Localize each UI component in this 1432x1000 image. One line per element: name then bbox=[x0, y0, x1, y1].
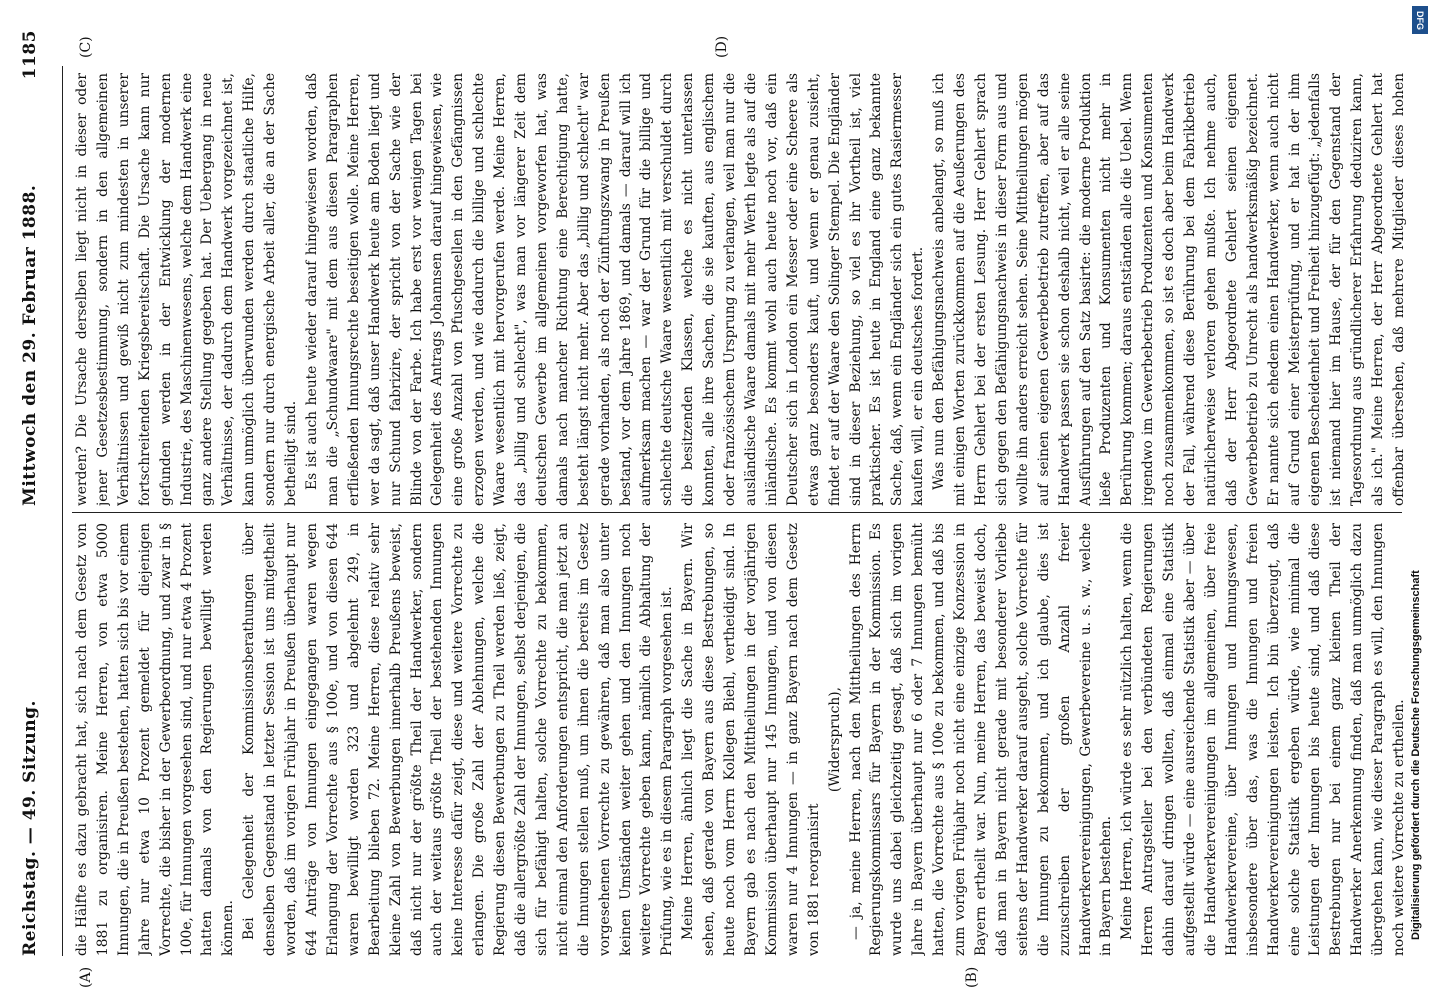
paragraph: Was nun den Befähigungsnachweis anbelangt, so muß ich mit einigen Worten zurückkommen auf die Aeußerungen des Herrn Gehlert bei der ersten Lesung. Herr Gehlert sprach sich gegen den Befähigungsnachweis in dieser Form aus und wollte ihn anders erreicht sehen. Seine Mittheilungen mögen auf seinen eigenen Gewerbebetrieb zutreffen, aber auf das Handwerk passen sie schon deshalb nicht, weil er alle seine Ausführungen auf den Satz basirte: die moderne Produktion ließe Produzenten und Konsumenten nicht mehr in Berührung kommen; daraus entständen alle die Uebel. Wenn irgendwo im Gewerbebetrieb Produzenten und Konsumenten noch zusammenkommen, so ist es doch aber beim Handwerk der Fall, während diese Berührung bei dem Fabrikbetrieb natürlicherweise verloren gehen mußte. Ich nehme auch, daß der Herr Abgeordnete Gehlert seinen eigenen Gewerbebetrieb zu Unrecht als handwerksmäßig bezeichnet. Er nannte sich ehedem einen Handwerker, wenn auch nicht auf Grund einer Meisterprüfung, und er hat in der ihm eigenen Bescheidenheit und Freiheit hinzugefügt: „jedenfalls ist niemand hier im Hause, der für den Gegenstand der Tagesordnung aus gründlicherer Erfahrung deduziren kann, als ich." Meine Herren, der Herr Abgeordnete Gehlert hat offenbar übersehen, daß mehrere Mitglieder dieses hohen bbox=[931, 73, 1408, 506]
paragraph: Meine Herren, ähnlich liegt die Sache in Bayern. Wir sehen, daß gerade von Bayern aus diese Bestrebungen, so heute noch vom Herrn Kollegen Biehl, vertheidigt sind. In Bayern gab es nach den Mittheilungen in der vorjährigen Kommission überhaupt nur 145 Innungen, und von diesen waren nur 4 Innungen — in ganz Bayern nach dem Gesetz von 1881 reorganisirt bbox=[680, 523, 822, 956]
page-number: 1185 bbox=[20, 30, 40, 80]
paragraph: — ja, meine Herren, nach den Mittheilungen des Herrn Regierungskommissars für Bayern in der Kommission. Es wurde uns dabei gleichzeitig gesagt, daß sich im vorigen Jahre in Bayern überhaupt nur 6 oder 7 Innungen bemüht hatten, die Vorrechte aus § 100e zu bekommen, und daß bis zum vorigen Frühjahr noch nicht eine einzige Konzession in Bayern ertheilt war. Nun, meine Herren, das beweist doch, daß man in Bayern nicht gerade mit besonderer Vorliebe seitens der Handwerker darauf ausgeht, solche Vorrechte für die Innungen zu bekommen, und ich glaube, dies ist zuzuschreiben der großen Anzahl freier Handwerkervereinigungen, Gewerbevereine u. s. w., welche in Bayern bestehen. bbox=[847, 523, 1115, 956]
column-divider bbox=[72, 512, 1402, 513]
paragraph: Bei Gelegenheit der Kommissionsberathungen über denselben Gegenstand in letzter Session ist uns mitgetheilt worden, daß im vorigen Frühjahr in Preußen überhaupt nur 644 Anträge von Innungen eingegangen waren wegen Erlangung der Vorrechte aus § 100e, und von diesen 644 waren bewilligt worden 323 und abgelehnt 249, in Bearbeitung blieben 72. Meine Herren, diese relativ sehr kleine Zahl von Bewerbungen innerhalb Preußens beweist, daß nicht nur der größte Theil der Handwerker, sondern auch der weitaus größte Theil der bestehenden Innungen keine Interesse dafür zeigt, diese und weitere Vorrechte zu erlangen. Die große Zahl der Ablehnungen, welche die Regierung diesen Bewerbungen zu Theil werden ließ, zeigt, daß die allergrößte Zahl der Innungen, selbst derjenigen, die sich für befähigt halten, solche Vorrechte zu bekommen, nicht einmal den Anforderungen entspricht, die man jetzt an die Innungen stellen muß, um ihnen die bereits im Gesetz vorgesehenen Vorrechte zu gewähren, daß man also unter keinen Umständen weiter gehen und den Innungen noch weitere Vorrechte geben kann, nämlich die Abhaltung der Prüfung, wie es in diesem Paragraph vorgesehen ist. bbox=[241, 523, 676, 956]
rotated-page-content bbox=[14, 16, 1414, 996]
digitization-credit bbox=[1410, 40, 1430, 940]
margin-marker-d: (D) bbox=[714, 35, 730, 58]
paragraph: Es ist auch heute wieder darauf hingewiesen worden, daß man die „Schundwaare" mit dem aus diesen Paragraphen erfließenden Innungsrechte beseitigen wolle. Meine Herren, wer da sagt, daß unser Handwerk heute am Boden liegt und nur Schund fabrizire, der spricht von der Sache wie der Blinde von der Farbe. Ich habe erst vor wenigen Tagen bei Gelegenheit des Antrags Johannsen darauf hingewiesen, wie eine große Anzahl von Pfuschgesellen in den Gefängnissen erzogen werden, und wie dadurch die billige und schlechte Waare wesentlich mit hervorgerufen werde. Meine Herren, das „billig und schlecht", was man vor längerer Zeit dem deutschen Gewerbe im allgemeinen vorgeworfen hat, was damals nach mancher Richtung eine Berechtigung hatte, besteht längst nicht mehr. Aber das „billig und schlecht" war gerade vorhanden, als noch der Zünftungszwang in Preußen bestand, vor dem Jahre 1869, und damals — darauf will ich aufmerksam machen — war der Grund für die billige und schlechte deutsche Waare wesentlich mit verschuldet durch die besitzenden Klassen, welche es nicht unterlassen konnten, alle ihre Sachen, die sie kauften, aus englischem oder französischem Ursprung zu verlangen, weil man nur die ausländische Waare damals mit mehr Werth legte als auf die inländische. Es kommt wohl auch heute noch vor, daß ein Deutscher sich in London ein Messer oder eine Scheere als etwas ganz besonders kauft, und wenn er genau zusieht, findet er auf der Waare den Solinger Stempel. Die Engländer sind in dieser Beziehung, so viel es ihr Vortheil ist, viel praktischer. Es ist heute in England eine ganz bekannte Sache, daß, wenn ein Engländer sich ein gutes Rasiermesser kaufen will, er ein deutsches fordert. bbox=[303, 73, 927, 506]
left-text-column bbox=[72, 523, 1412, 956]
paragraph: Meine Herren, ich würde es sehr nützlich halten, wenn die Herren Antragsteller bei den verbündeten Regierungen dahin darauf dringen wollten, daß einmal eine Statistik aufgestellt würde — eine ausreichende Statistik aber — über die Handwerkervereinigungen im allgemeinen, über freie Handwerkervereine, über Innungen und Innungswesen, insbesondere über das, was die Innungen und freien Handwerkervereinigungen leisten. Ich bin überzeugt, daß eine solche Statistik ergeben würde, wie minimal die Leistungen der Innungen bis heute sind, und daß diese Bestrebungen nur bei einem ganz kleinen Theil der Handwerker Anerkennung finden, daß man unmöglich dazu übergehen kann, wie dieser Paragraph es will, den Innungen noch weitere Vorrechte zu ertheilen. bbox=[1119, 523, 1408, 956]
digitization-credit-text: Digitalisierung gefördert durch die Deutsche Forschungsgemeinschaft bbox=[1410, 570, 1422, 940]
paragraph: die Hälfte es dazu gebracht hat, sich nach dem Gesetz von 1881 zu organisiren. Meine Herren, von etwa 5000 Innungen, die in Preußen bestehen, hatten sich bis vor einem Jahre nur etwa 10 Prozent gemeldet für diejenigen Vorrechte, die bisher in der Gewerbeordnung, und zwar in § 100e, für Innungen vorgesehen sind, und nur etwa 4 Prozent hatten damals von den Regierungen bewilligt werden können. bbox=[74, 523, 237, 956]
margin-marker-b: (B) bbox=[964, 966, 980, 988]
margin-marker-a: (A) bbox=[78, 966, 94, 988]
interjection: (Widerspruch), bbox=[826, 686, 843, 793]
margin-marker-c: (C) bbox=[78, 36, 94, 58]
header-rule bbox=[62, 66, 63, 956]
dfg-logo: DFG bbox=[1412, 6, 1428, 34]
running-header-left: Reichstag. — 49. Sitzung. bbox=[20, 700, 40, 956]
running-header-date: Mittwoch den 29. Februar 1888. bbox=[20, 184, 40, 506]
paragraph: werden? Die Ursache derselben liegt nicht in dieser oder jener Gesetzesbestimmung, sondern in den allgemeinen Verhältnissen und gewiß nicht zum mindesten in unserer fortschreitenden Kriegsbereitschaft. Die Ursache kann nur gefunden werden in der Entwicklung der modernen Industrie, des Maschinenwesens, welche dem Handwerk eine ganz andere Stellung gegeben hat. Der Uebergang in neue Verhältnisse, der dadurch dem Handwerk vorgezeichnet ist, kann unmöglich überwunden werden durch staatliche Hilfe, sondern nur durch energische Arbeit aller, die an der Sache betheiligt sind. bbox=[74, 73, 300, 506]
right-text-column bbox=[72, 73, 1412, 506]
